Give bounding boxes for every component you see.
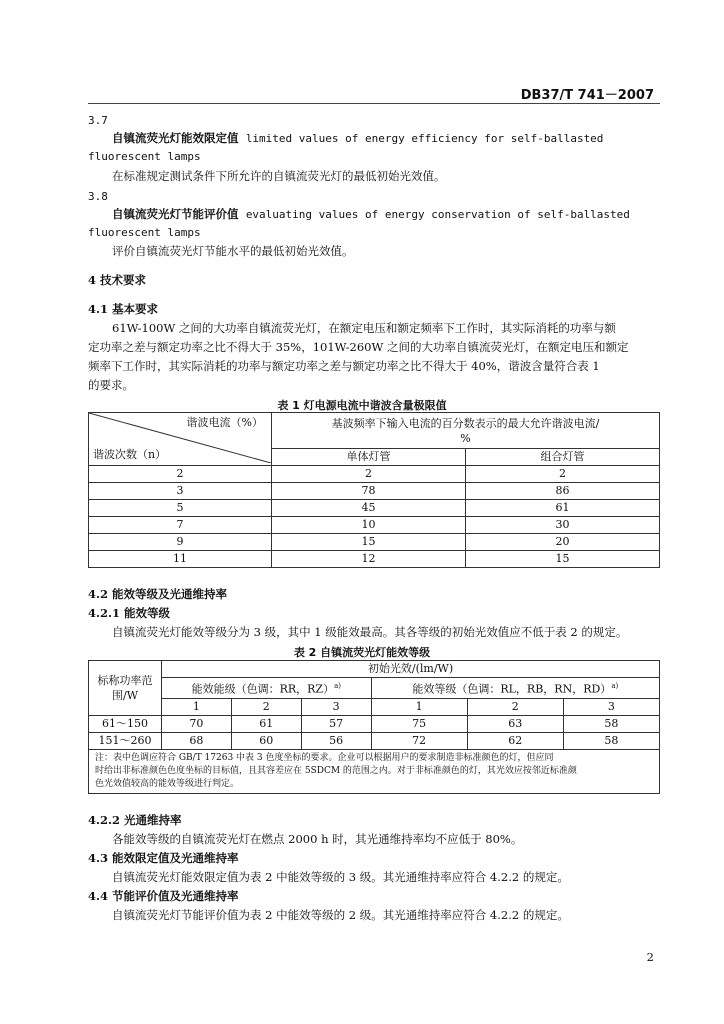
table-1 [88,412,660,568]
table-row: 2 2 2 [89,466,660,483]
paragraph-line: 自镇流荧光灯能效限定值为表 2 中能效等级的 3 级。其光通维持率应符合 4.2.2 的规定。 [112,870,569,884]
page-number: 2 [646,950,654,964]
term-3-8 [112,205,630,224]
row-header-power-range [89,661,162,716]
table-1-caption: 表 1 灯电源电流中谐波含量极限值 [277,399,447,412]
term-en-continued: fluorescent lamps [88,226,201,239]
col-header-single: 单体灯管 [272,449,466,466]
group-a-header: 能效能级（色调：RR，RZ）$^{a)}$ [162,678,372,699]
term-cn: 自镇流荧光灯节能评价值 [112,207,239,221]
section-4-2-title: 4.2 能效等级及光通维持率 [88,587,228,601]
paragraph-line: 频率下工作时，其实际消耗的功率与额定功率之差与额定功率之比不得大于 40%，谐波含量符合表 1 [88,359,600,373]
header-line: 围/W [111,688,138,702]
section-4-3-title: 4.3 能效限定值及光通维持率 [88,851,239,865]
header-rule [88,103,660,104]
term-cn: 自镇流荧光灯能效限定值 [112,131,239,145]
paragraph-line: 的要求。 [88,378,134,392]
term-en: evaluating values of energy conservation of self-ballasted [245,208,630,221]
term-3-7 [112,129,603,148]
term-en-continued: fluorescent lamps [88,150,201,163]
section-4-1-title: 4.1 基本要求 [88,302,159,316]
header-line: 基波频率下输入电流的百分数表示的最大允许谐波电流/ [331,416,600,430]
standard-number: DB37/T 741－2007 [520,88,654,103]
paragraph-line: 定功率之差与额定功率之比不得大于 35%，101W-260W 之间的大功率自镇流荧光灯，在额定电压和额定 [88,340,629,354]
col-header-combined: 组合灯管 [466,449,660,466]
term-en: limited values of energy efficiency for self-ballasted [245,132,604,145]
section-number-3-8: 3.8 [88,190,108,203]
note-line: 注：表中色调应符合 GB/T 17263 中表 3 色度坐标的要求。企业可以根据用户的要求制造非标准颜色的灯，但应同 [95,752,554,763]
definition-3-7: 在标准规定测试条件下所允许的自镇流荧光灯的最低初始光效值。 [112,169,446,183]
initial-efficacy-header: 初始光效/(lm/W) [162,661,660,678]
diagonal-header-cell [89,413,272,466]
header-line: % [460,431,471,445]
table-row: 151～260 68 60 56 72 62 58 [89,732,660,749]
section-4-2-1-title: 4.2.1 能效等级 [88,606,171,620]
table-2-caption: 表 2 自镇流荧光灯能效等级 [293,646,431,659]
table-row: 61～150 70 61 57 75 63 58 [89,715,660,732]
table-1-main-header [272,413,660,449]
table-2 [88,660,660,794]
section-4-2-2-title: 4.2.2 光通维持率 [88,813,182,827]
table-row: 5 45 61 [89,500,660,517]
definition-3-8: 评价自镇流荧光灯节能水平的最低初始光效值。 [112,244,354,258]
paragraph-line: 自镇流荧光灯节能评价值为表 2 中能效等级的 2 级。其光通维持率应符合 4.2.2 的规定。 [112,908,569,922]
note-line: 时给出非标准颜色色度坐标的目标值，且其容差应在 5SDCM 的范围之内。对于非标准颜色的灯，其光效应按邻近标准颜 [95,765,577,776]
diag-bottom-label: 谐波次数（n） [93,448,167,461]
paragraph-line: 61W-100W 之间的大功率自镇流荧光灯，在额定电压和额定频率下工作时，其实际消耗的功率与额 [112,321,616,335]
section-4-4-title: 4.4 节能评价值及光通维持率 [88,889,239,903]
group-b-header: 能效等级（色调：RL，RB，RN，RD）$^{a)}$ [371,678,659,699]
paragraph-line: 各能效等级的自镇流荧光灯在燃点 2000 h 时，其光通维持率均不应低于 80%。 [112,832,523,846]
header-line: 标称功率范 [97,673,153,687]
table-2-note [89,749,660,793]
section-4-title: 4 技术要求 [88,273,147,287]
diag-top-label: 谐波电流（%） [186,416,263,429]
level-row: 1 2 3 1 2 3 [89,698,660,715]
table-row: 9 15 20 [89,534,660,551]
table-row: 11 12 15 [89,551,660,568]
table-row: 7 10 30 [89,517,660,534]
note-line: 色光效值较高的能效等级进行判定。 [95,778,240,789]
paragraph-line: 自镇流荧光灯能效等级分为 3 级，其中 1 级能效最高。其各等级的初始光效值应不低于表 2 的规定。 [112,625,628,639]
section-number-3-7: 3.7 [88,114,108,127]
table-row: 3 78 86 [89,483,660,500]
